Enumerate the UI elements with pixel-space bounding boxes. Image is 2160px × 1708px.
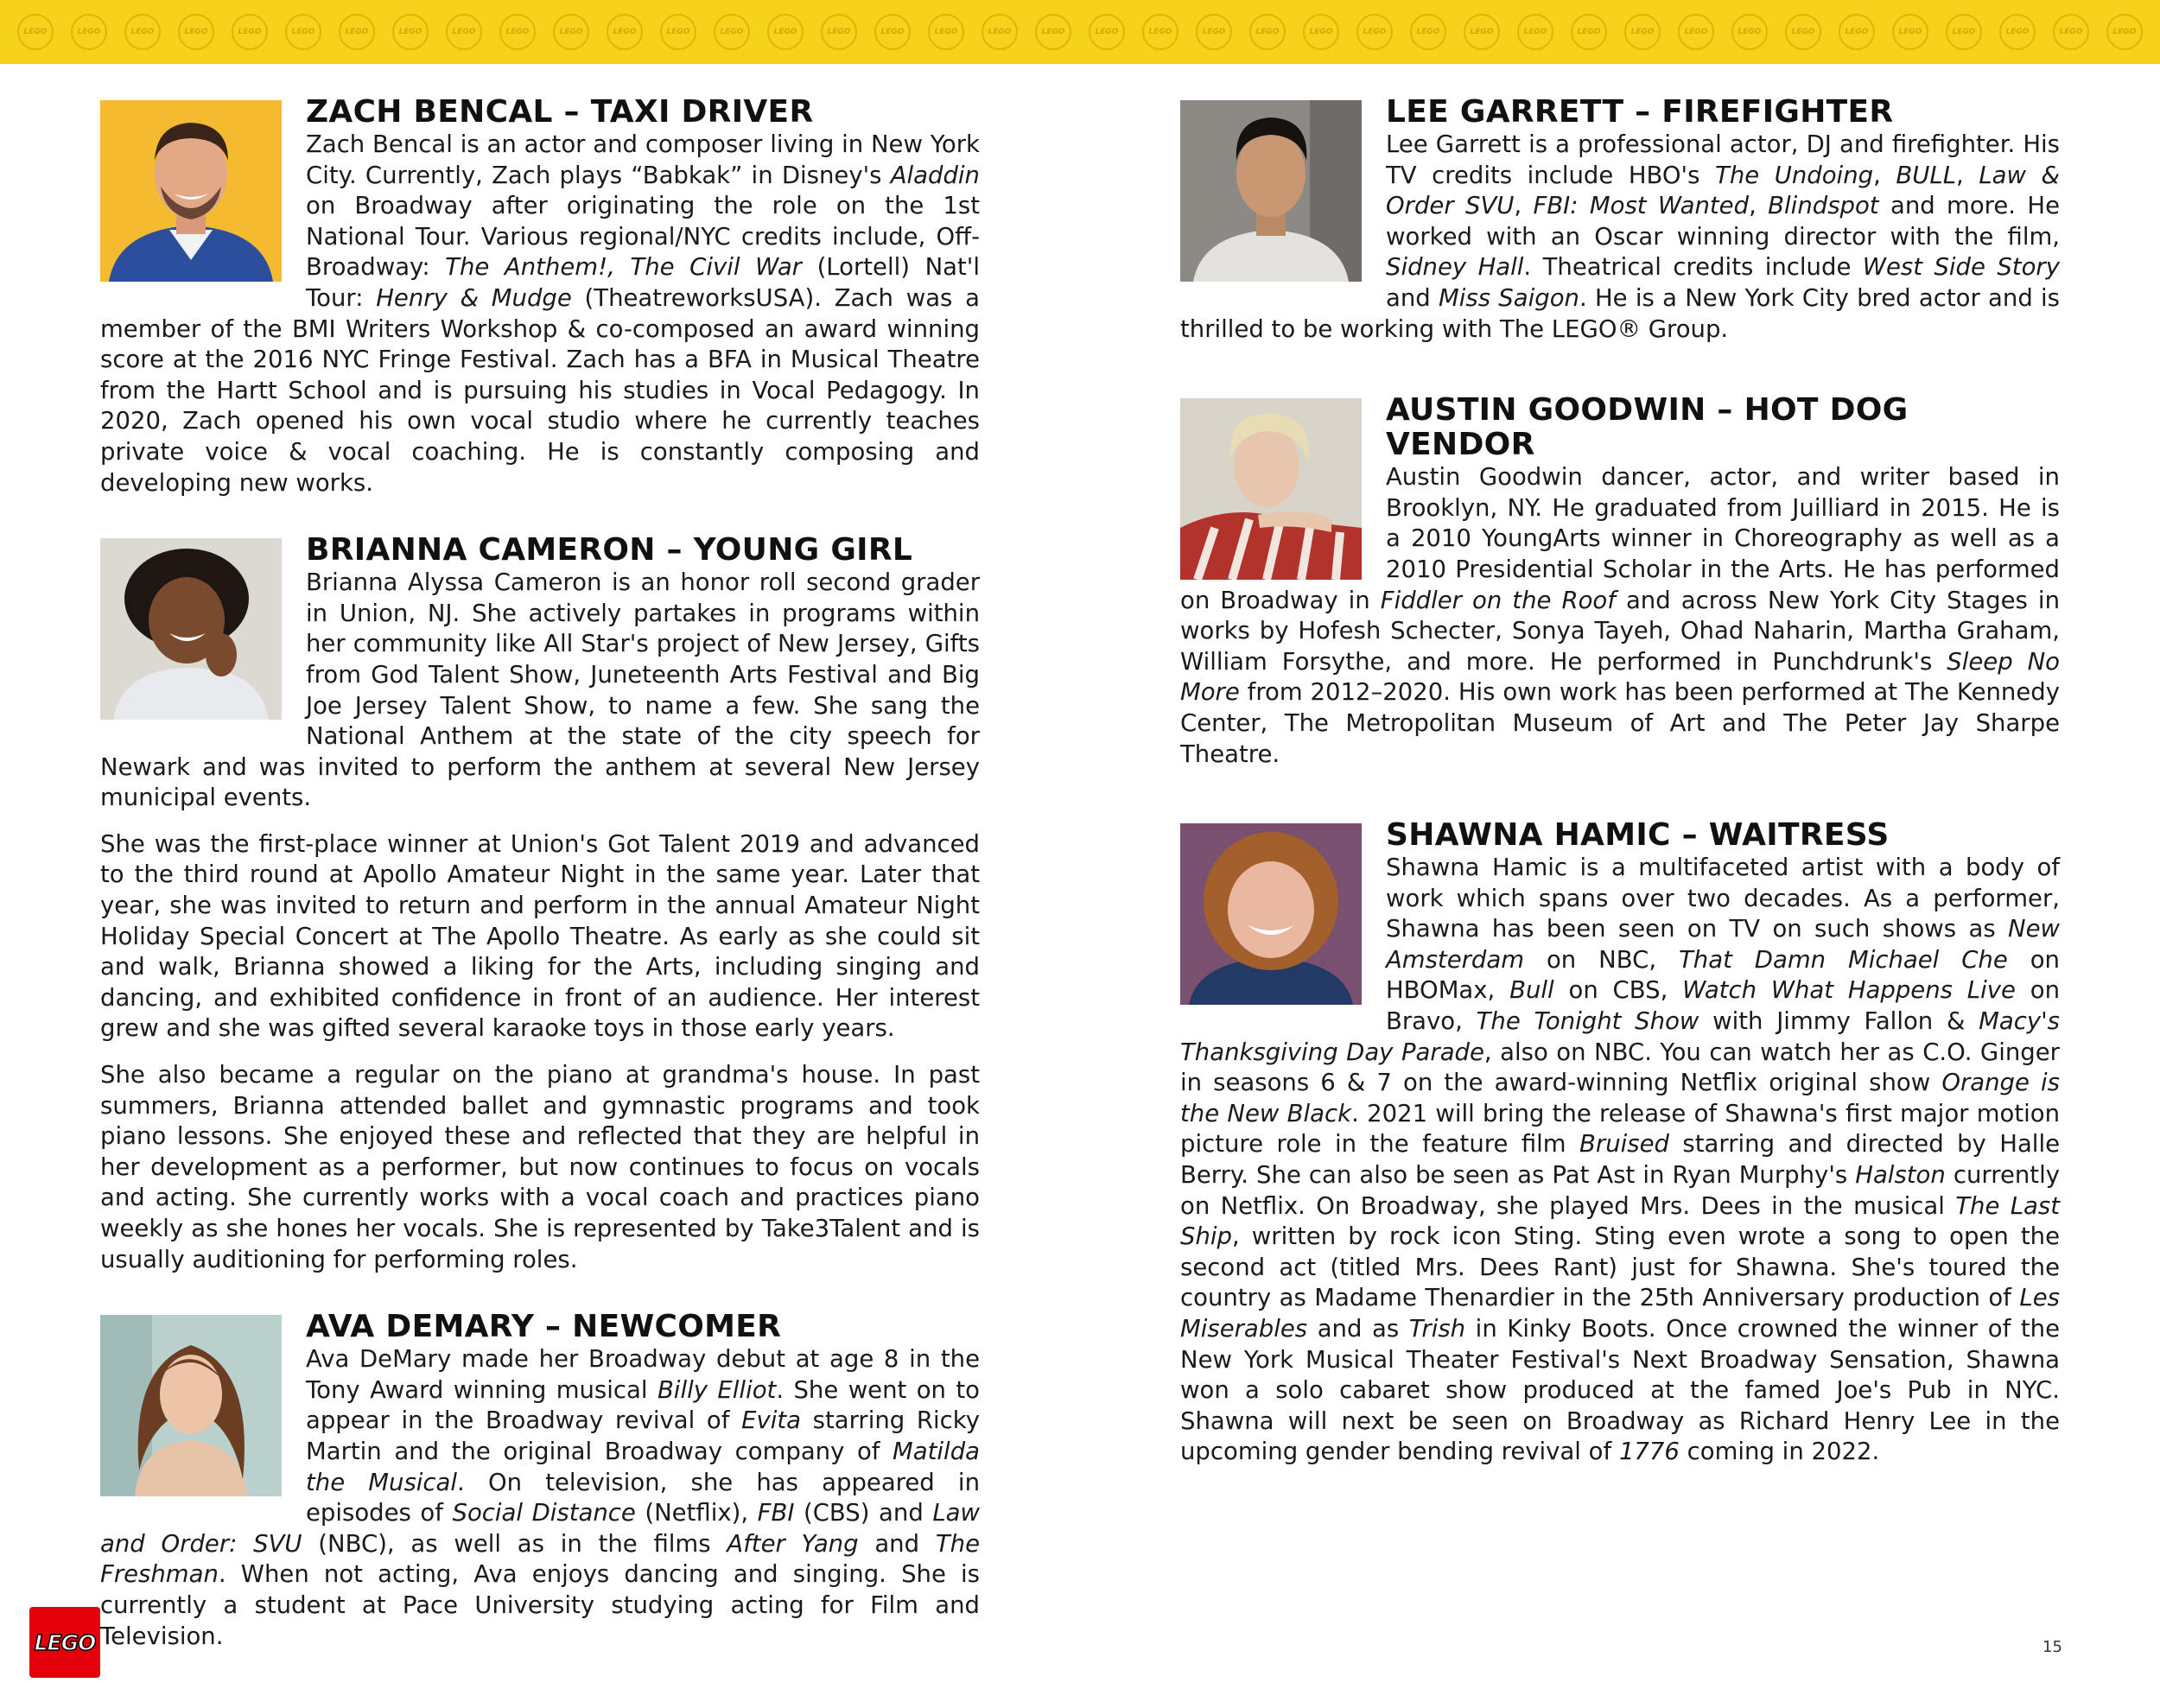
text-run: . She went on to appear in the Broadway revival of — [306, 1375, 980, 1435]
text-run: (Netflix), — [635, 1499, 758, 1527]
bio-text-brianna-cameron-3: She also became a regular on the piano at grandma's house. In past summers, Brianna attended ballet and gymnastic programs and took piano lessons. She enjoyed these and reflected that they are helpful in her development as a performer, but now continues to focus on vocals and acting. She currently works with a vocal coach and practices piano weekly as she hones her vocals. She is represented by Take3Talent and is usually auditioning for performing roles. — [100, 1061, 980, 1273]
bio-shawna-hamic — [1180, 818, 2060, 1468]
text-run: . When not acting, Ava enjoys dancing and singing. She is currently a student at Pace University studying acting for Film and Television. — [100, 1560, 980, 1650]
text-run: (NBC), as well as in the films — [302, 1529, 727, 1558]
lego-stud-icon: LEGO — [392, 14, 429, 50]
text-run: starring Ricky Martin and the original Broadway company of — [306, 1406, 980, 1465]
lego-stud-icon: LEGO — [1571, 14, 1607, 50]
text-run: currently on Netflix. On Broadway, she played Mrs. Dees in the musical — [1180, 1161, 2060, 1220]
lego-stud-border — [0, 0, 2160, 64]
lego-stud-icon: LEGO — [982, 14, 1018, 50]
text-run: . Theatrical credits include — [1523, 253, 1863, 282]
lego-stud-icon: LEGO — [1999, 14, 2036, 50]
lego-stud-icon: LEGO — [178, 14, 214, 50]
text-run: , — [1873, 161, 1896, 189]
lego-stud-icon: LEGO — [71, 14, 107, 50]
text-run: on NBC, — [1524, 945, 1679, 974]
italic-title: Social Distance — [452, 1499, 636, 1527]
text-run: on CBS, — [1553, 976, 1683, 1005]
text-run: from 2012–2020. His own work has been performed at The Kennedy Center, The Metropolitan Museum of Art and The Peter Jay Sharpe Theatre. — [1180, 678, 2060, 768]
lego-stud-icon: LEGO — [928, 14, 964, 50]
lego-stud-icon: LEGO — [499, 14, 536, 50]
left-column — [100, 95, 980, 1652]
text-run: and more. He worked with an Oscar winning director with the film, — [1386, 192, 2060, 251]
bio-text-brianna-cameron-2: She was the first-place winner at Union's Got Talent 2019 and advanced to the third round at Apollo Amateur Night in the same year. Later that year, she was invited to return and perform in the annual Amateur Night Holiday Special Concert at The Apollo Theatre. As early as she could sit and walk, Brianna showed a liking for the Arts, including singing and dancing, and exhibited confidence in front of an audience. Her interest grew and she was gifted several karaoke toys in those early years. — [100, 829, 980, 1043]
italic-title: Les Miserables — [1180, 1284, 2060, 1343]
text-run: . He is a New York City bred actor and is thrilled to be working with The LEGO® Group. — [1180, 283, 2061, 343]
lego-stud-icon: LEGO — [1035, 14, 1071, 50]
italic-title: Law and Order: SVU — [100, 1499, 980, 1558]
italic-title: Bull — [1509, 976, 1554, 1005]
text-run: Lee Garrett is a professional actor, DJ and firefighter. His TV credits include HBO's — [1386, 130, 2060, 189]
text-run: , — [1956, 161, 1979, 189]
bio-austin-goodwin — [1180, 393, 2060, 770]
headshot-shawna-hamic — [1180, 823, 1362, 1005]
lego-stud-icon: LEGO — [2053, 14, 2089, 50]
italic-title: FBI — [757, 1499, 795, 1527]
text-run: (Lortell) Nat'l Tour: — [306, 253, 980, 312]
lego-stud-icon: LEGO — [1089, 14, 1125, 50]
text-run: Ava DeMary made her Broadway debut at age 8 in the Tony Award winning musical — [306, 1345, 980, 1404]
headshot-zach-bencal — [100, 100, 282, 282]
lego-stud-icon: LEGO — [1142, 14, 1178, 50]
italic-title: Evita — [741, 1406, 801, 1435]
bio-name-shawna-hamic: SHAWNA HAMIC – WAITRESS — [1386, 817, 1890, 854]
italic-title: Henry & Mudge — [376, 283, 572, 312]
text-run: , — [1749, 192, 1769, 220]
italic-title: After Yang — [727, 1529, 859, 1558]
lego-stud-icon: LEGO — [339, 14, 375, 50]
lego-stud-icon: LEGO — [1410, 14, 1446, 50]
italic-title: Bruised — [1579, 1130, 1669, 1159]
text-run: on Broadway after originating the role on the 1st National Tour. Various regional/NYC credits include, Off-Broadway: — [306, 192, 980, 282]
text-run: , written by rock icon Sting. Sting even wrote a song to open the second act (titled Mrs. Dees Rant) just for Shawna. She's toured the country as Madame Thenardier in the 25th Anniversary production of — [1180, 1222, 2060, 1312]
text-run: coming in 2022. — [1679, 1438, 1880, 1466]
text-run: . 2021 will bring the release of Shawna's first major motion picture role in the feature film — [1180, 1099, 2061, 1159]
lego-stud-icon: LEGO — [1249, 14, 1286, 50]
italic-title: Miss Saigon — [1439, 283, 1579, 312]
headshot-ava-demary — [100, 1315, 282, 1496]
lego-stud-icon: LEGO — [874, 14, 911, 50]
text-run: and across New York City Stages in works by Hofesh Schecter, Sonya Tayeh, Ohad Naharin, Martha Graham, William Forsythe, and more. He performed in Punchdrunk's — [1180, 586, 2060, 676]
italic-title: The Undoing — [1715, 161, 1874, 189]
text-run: and — [1386, 283, 1439, 312]
text-run: Brianna Alyssa Cameron is an honor roll second grader in Union, NJ. She actively partakes in programs within her community like All Star's project of New Jersey, Gifts from God Talent Show, Juneteenth Arts Festival and Big Joe Jersey Talent Show, to name a few. She sang the National Anthem at the state of the city speech for Newark and was invited to perform the anthem at several New Jersey municipal events. — [100, 568, 980, 812]
lego-stud-icon: LEGO — [607, 14, 643, 50]
italic-title: West Side Story — [1862, 253, 2060, 282]
text-run: . On television, she has appeared in episodes of — [306, 1468, 981, 1527]
text-run: on Bravo, — [1386, 976, 2061, 1036]
italic-title: Trish — [1408, 1315, 1466, 1343]
italic-title: Fiddler on the Roof — [1380, 586, 1616, 614]
bio-lee-garrett — [1180, 95, 2060, 345]
headshot-brianna-cameron — [100, 538, 282, 720]
lego-stud-icon: LEGO — [1678, 14, 1714, 50]
headshot-austin-goodwin — [1180, 398, 1362, 580]
text-run: with Jimmy Fallon & — [1699, 1007, 1979, 1036]
bio-name-lee-garrett: LEE GARRETT – FIREFIGHTER — [1386, 94, 1894, 130]
lego-logo — [29, 1607, 100, 1678]
lego-stud-icon: LEGO — [1785, 14, 1821, 50]
lego-stud-icon: LEGO — [553, 14, 589, 50]
lego-stud-icon: LEGO — [1624, 14, 1661, 50]
italic-title: The Tonight Show — [1476, 1007, 1699, 1036]
bio-brianna-cameron — [100, 533, 980, 1275]
text-run: , also on NBC. You can watch her as C.O. Ginger in seasons 6 & 7 on the award-winning Netflix original show — [1180, 1038, 2060, 1097]
italic-title: Matilda the Musical — [306, 1437, 980, 1496]
text-run: and — [858, 1529, 936, 1558]
italic-title: 1776 — [1618, 1438, 1680, 1466]
lego-stud-icon: LEGO — [821, 14, 857, 50]
lego-stud-icon: LEGO — [1464, 14, 1500, 50]
lego-stud-icon: LEGO — [17, 14, 54, 50]
lego-stud-icon: LEGO — [285, 14, 321, 50]
right-column — [1180, 95, 2060, 1468]
text-run: on HBOMax, — [1386, 945, 2060, 1005]
italic-title: Law & Order SVU — [1386, 161, 2060, 220]
bio-zach-bencal — [100, 95, 980, 498]
text-run: (TheatreworksUSA). Zach was a member of the BMI Writers Workshop & co-composed an award winning score at the 2016 NYC Fringe Festival. Zach has a BFA in Musical Theatre from the Hartt School and is pursuing his studies in Vocal Pedagogy. In 2020, Zach opened his own vocal studio where he currently teaches private voice & vocal coaching. He is constantly composing and developing new works. — [100, 283, 980, 497]
bio-name-austin-goodwin: AUSTIN GOODWIN – HOT DOG VENDOR — [1386, 392, 1909, 463]
italic-title: BULL — [1896, 161, 1957, 189]
headshot-lee-garrett — [1180, 100, 1362, 282]
text-run: Zach Bencal is an actor and composer living in New York City. Currently, Zach plays “Babkak” in Disney's — [306, 130, 980, 189]
italic-title: Macy's Thanksgiving Day Parade — [1180, 1007, 2061, 1066]
text-run: Austin Goodwin dancer, actor, and writer based in Brooklyn, NY. He graduated from Juilliard in 2015. He is a 2010 YoungArts winner in Choreography as well as a 2010 Presidential Scholar in the Arts. He has performed on Broadway in — [1180, 463, 2060, 614]
bio-ava-demary — [100, 1310, 980, 1652]
lego-stud-icon: LEGO — [1892, 14, 1928, 50]
bio-name-brianna-cameron: BRIANNA CAMERON – YOUNG GIRL — [306, 532, 913, 568]
italic-title: Orange is the New Black — [1180, 1069, 2060, 1127]
italic-title: Watch What Happens Live — [1682, 976, 2016, 1005]
text-run: in Kinky Boots. Once crowned the winner of the New York Musical Theater Festival's Next Broadway Sensation, Shawna won a solo cabaret show produced at the famed Joe's Pub in NYC. Shawna will next be seen on Broadway as Richard Henry Lee in the upcoming gender bending revival of — [1180, 1315, 2060, 1466]
italic-title: The Freshman — [100, 1529, 980, 1589]
page-number: 15 — [2042, 1638, 2062, 1656]
italic-title: The Anthem!, The Civil War — [445, 253, 802, 282]
italic-title: Halston — [1855, 1161, 1946, 1190]
italic-title: Blindspot — [1768, 192, 1879, 220]
lego-logo-text: LEGO — [34, 1629, 96, 1655]
lego-stud-icon: LEGO — [714, 14, 750, 50]
italic-title: That Damn Michael Che — [1679, 945, 2008, 974]
text-run: and as — [1307, 1315, 1409, 1343]
lego-stud-icon: LEGO — [767, 14, 804, 50]
lego-stud-icon: LEGO — [124, 14, 161, 50]
bio-name-ava-demary: AVA DEMARY – NEWCOMER — [306, 1309, 782, 1345]
italic-title: The Last Ship — [1180, 1191, 2060, 1251]
text-run: Shawna Hamic is a multifaceted artist with a body of work which spans over two decades. As a performer, Shawna has been seen on TV on such shows as — [1386, 854, 2060, 943]
lego-stud-icon: LEGO — [2106, 14, 2143, 50]
italic-title: Sidney Hall — [1386, 253, 1524, 282]
italic-title: Aladdin — [890, 161, 980, 189]
italic-title: Sleep No More — [1180, 647, 2060, 707]
lego-stud-icon: LEGO — [1303, 14, 1339, 50]
lego-stud-icon: LEGO — [1731, 14, 1768, 50]
lego-stud-icon: LEGO — [446, 14, 482, 50]
text-run: (CBS) and — [794, 1499, 933, 1527]
lego-stud-icon: LEGO — [1356, 14, 1393, 50]
lego-stud-icon: LEGO — [660, 14, 696, 50]
lego-stud-icon: LEGO — [1946, 14, 1982, 50]
lego-stud-icon: LEGO — [1839, 14, 1875, 50]
text-run: , — [1514, 192, 1534, 220]
italic-title: FBI: Most Wanted — [1533, 192, 1750, 220]
lego-stud-icon: LEGO — [1196, 14, 1232, 50]
lego-stud-icon: LEGO — [232, 14, 268, 50]
italic-title: Billy Elliot — [657, 1375, 777, 1404]
text-run: starring and directed by Halle Berry. She can also be seen as Pat Ast in Ryan Murphy's — [1180, 1130, 2061, 1190]
italic-title: New Amsterdam — [1386, 915, 2060, 974]
bio-name-zach-bencal: ZACH BENCAL – TAXI DRIVER — [306, 94, 814, 130]
lego-stud-icon: LEGO — [1517, 14, 1553, 50]
